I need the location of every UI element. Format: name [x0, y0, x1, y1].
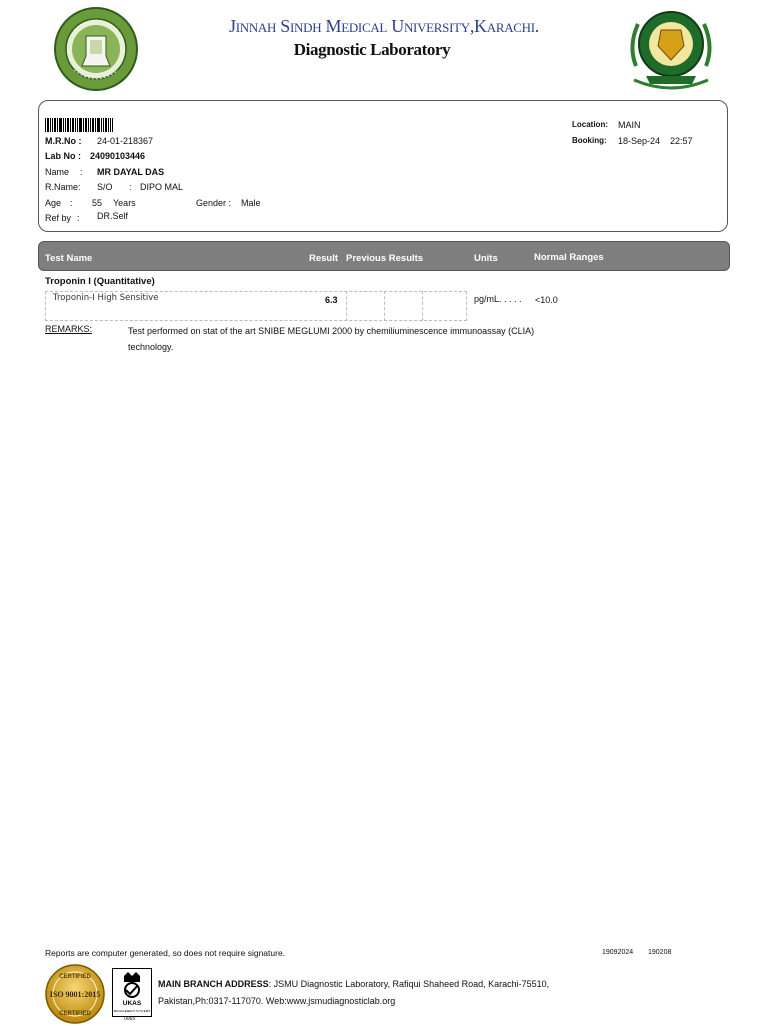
- ukas-crown-icon: [112, 968, 152, 1020]
- footer-code-2: 190208: [648, 949, 672, 956]
- age-label: Age: [45, 198, 62, 208]
- test-section-title: Troponin I (Quantitative): [45, 276, 155, 287]
- rname-value: DIPO MAL: [140, 182, 184, 192]
- age-separator: :: [70, 198, 73, 208]
- iso-text-top: CERTIFIED: [59, 974, 91, 980]
- row-divider: [384, 291, 385, 321]
- university-name: Jinnah Sindh Medical University,Karachi.: [229, 16, 539, 36]
- jsmu-crest-logo: [626, 6, 716, 92]
- address-label: MAIN BRANCH ADDRESS: [158, 979, 269, 989]
- address-line-2: Pakistan,Ph:0317-117070. Web:www.jsmudiagnosticlab.org: [158, 996, 396, 1006]
- age-unit: Years: [113, 198, 136, 208]
- iso-certified-seal: [42, 964, 108, 1024]
- column-test-name: Test Name: [45, 253, 93, 264]
- barcode-icon: [45, 118, 113, 132]
- ukas-subtext: MANAGEMENT SYSTEMS: [113, 1009, 151, 1013]
- ukas-mark: [112, 968, 152, 1020]
- iso-text-mid: ISO 9001:2015: [49, 990, 101, 999]
- rname-separator: :: [129, 182, 132, 192]
- range-cell: <10.0: [535, 295, 558, 305]
- units-cell: pg/mL. . . . .: [474, 294, 522, 304]
- location-label: Location:: [572, 120, 608, 129]
- column-previous-results: Previous Results: [346, 253, 424, 264]
- row-divider: [346, 291, 347, 321]
- column-result: Result: [309, 253, 339, 264]
- remarks-line-1: Test performed on stat of the art SNIBE MEGLUMI 2000 by chemiliuminescence immunoassay (CLIA): [128, 326, 535, 336]
- iso-seal-icon: [42, 964, 108, 1024]
- gender-value: Male: [241, 198, 261, 208]
- ref-separator: :: [77, 213, 80, 223]
- iso-text-bottom: CERTIFIED: [59, 1011, 91, 1017]
- row-divider: [45, 291, 46, 321]
- patient-name: MR DAYAL DAS: [97, 167, 165, 177]
- gender-label: Gender :: [196, 198, 232, 208]
- name-separator: :: [80, 167, 83, 177]
- ref-value: DR.Self: [97, 211, 129, 221]
- ref-label: Ref by: [45, 213, 72, 223]
- department-name: Diagnostic Laboratory: [293, 40, 451, 59]
- lab-no-label: Lab No :: [45, 151, 81, 161]
- relation-value: S/O: [97, 182, 113, 192]
- booking-label: Booking:: [572, 136, 607, 145]
- mr-no-value: 24-01-218367: [97, 136, 154, 146]
- test-name-cell: Troponin-I High Sensitive: [53, 293, 159, 303]
- mr-no-label: M.R.No :: [45, 136, 82, 146]
- ukas-code: 0065: [124, 1016, 136, 1022]
- address-line-1: : JSMU Diagnostic Laboratory, Rafiqui Shaheed Road, Karachi-75510,: [268, 979, 550, 989]
- computer-generated-note: Reports are computer generated, so does not require signature.: [45, 948, 286, 958]
- rname-label: R.Name:: [45, 182, 81, 192]
- row-divider: [422, 291, 423, 321]
- column-normal-ranges: Normal Ranges: [534, 252, 604, 263]
- row-divider: [466, 291, 467, 321]
- age-value: 55: [92, 198, 103, 208]
- remarks-line-2: technology.: [128, 342, 174, 352]
- ukas-text: UKAS: [122, 1000, 142, 1007]
- name-label: Name: [45, 167, 70, 177]
- booking-date: 18-Sep-24: [618, 136, 661, 146]
- university-crest-icon: [626, 6, 716, 92]
- main-branch-address-line-1: [158, 979, 549, 989]
- result-cell: 6.3: [325, 295, 338, 305]
- booking-time: 22:57: [670, 136, 693, 146]
- location-value: MAIN: [618, 120, 641, 130]
- remarks-label: REMARKS:: [45, 324, 93, 334]
- lab-no-value: 24090103446: [90, 151, 146, 161]
- column-units: Units: [474, 253, 498, 264]
- footer-code-1: 19092024: [602, 949, 634, 956]
